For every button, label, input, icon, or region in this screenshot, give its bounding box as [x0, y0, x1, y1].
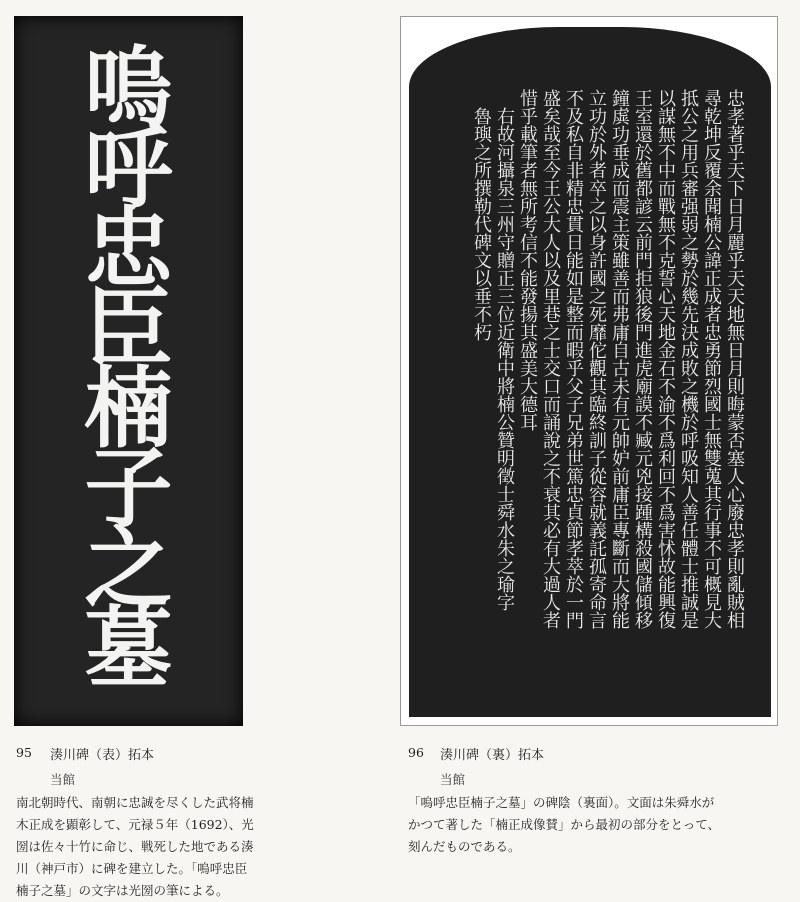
inscription-character: 嗚: [84, 36, 173, 140]
inscription-column: 魯璵之所撰勒代碑文以垂不朽: [471, 89, 492, 341]
description-line: 川（神戸市）に碑を建立した。「嗚呼忠臣: [16, 861, 248, 876]
inscription-character: 子: [84, 436, 173, 540]
description-line: 楠子之墓」の文字は光圀の筆による。: [16, 883, 229, 898]
inscription-character: 楠: [84, 356, 173, 460]
inscription-character: 呼: [84, 116, 173, 220]
inscription-column: 鐘虡功垂成而震主策雖善而弗庸自古未有元帥妒前庸臣專斷而大將能: [609, 89, 630, 629]
plate-number: 96: [408, 745, 424, 760]
description-line: 刻んだものである。: [408, 839, 521, 854]
inscription-column: 盛矣哉至今王公大人以及里巷之士交口而誦說之不衰其必有大過人者: [540, 89, 561, 629]
inscription-column: 右故河攝泉三州守贈正三位近衛中將楠公贊明徵士舜水朱之瑜字: [494, 89, 515, 611]
front-inscription: [14, 36, 243, 700]
inscription-column: 抵公之用兵審强弱之勢於幾先決成敗之機於呼吸知人善任體士推誠是: [678, 89, 699, 629]
plate-description: [408, 792, 788, 858]
rubbing-front-image: [14, 16, 243, 726]
inscription-character: 臣: [84, 276, 173, 380]
inscription-character: 忠: [84, 196, 173, 300]
inscription-column: 以謀無不中而戰無不克誓心天地金石不渝不爲利回不爲害怵故能興復: [655, 89, 676, 629]
inscription-column: 惜乎載筆者無所考信不能發揚其盛美大德耳: [517, 89, 538, 431]
rubbing-back-frame: [400, 16, 778, 726]
plate-holder: 当館: [50, 772, 76, 787]
inscription-column: 不及私自非精忠貫日能如是整而暇乎父子兄弟世篤忠貞節孝萃於一門: [563, 89, 584, 629]
plate-description: [16, 792, 306, 902]
inscription-column: 尋乾坤反覆余聞楠公諱正成者忠勇節烈國士無雙蒐其行事不可概見大: [701, 89, 722, 629]
description-line: 木正成を顕彰して、元禄５年（1692）、光: [16, 817, 254, 832]
inscription-column: 王室還於舊都諺云前門拒狼後門進虎廟謨不臧元兇接踵構殺國儲傾移: [632, 89, 653, 629]
plate-title: 湊川碑（表）拓本: [50, 748, 155, 763]
plate-holder: 当館: [440, 772, 466, 787]
plate-title: 湊川碑（裏）拓本: [440, 748, 545, 763]
back-inscription: [471, 89, 745, 709]
inscription-character: 之: [84, 516, 173, 620]
inscription-column: 立功於外者卒之以身許國之死靡佗觀其臨終訓子從容就義託孤寄命言: [586, 89, 607, 629]
inscription-character: 墓: [84, 596, 173, 700]
description-line: 圀は佐々十竹に命じ、戦死した地である湊: [16, 839, 254, 854]
description-line: 「嗚呼忠臣楠子之墓」の碑陰（裏面）。文面は朱舜水が: [408, 795, 715, 810]
description-line: かつて著した「楠正成像賛」から最初の部分をとって、: [408, 817, 721, 832]
rubbing-back-image: [409, 27, 771, 717]
plate-number: 95: [16, 745, 32, 760]
description-line: 南北朝時代、南朝に忠誠を尽くした武将楠: [16, 795, 254, 810]
inscription-column: 忠孝著乎天下日月麗乎天天地無日月則晦蒙否塞人心廢忠孝則亂賊相: [724, 89, 745, 629]
